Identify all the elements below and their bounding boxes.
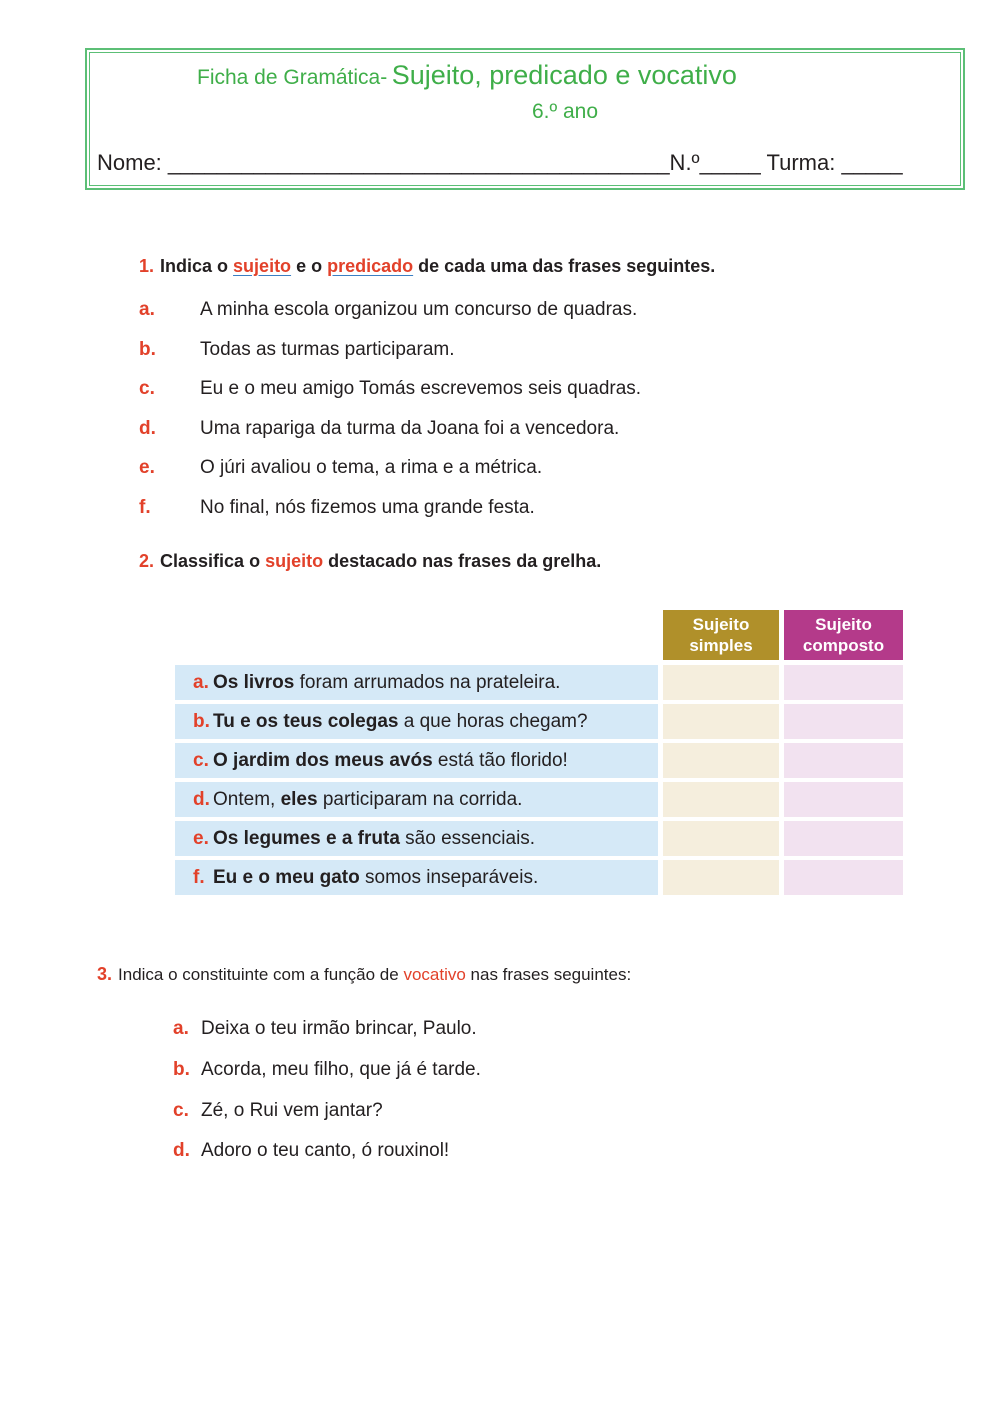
row-letter: b. <box>193 711 210 732</box>
row-post: está tão florido! <box>432 750 568 771</box>
row-post: são essenciais. <box>399 828 536 849</box>
title-main: Sujeito, predicado e vocativo <box>391 60 737 90</box>
item-text: Todas as turmas participaram. <box>200 339 455 360</box>
grade-label: 6.º ano <box>531 100 599 123</box>
item-letter: e. <box>139 457 155 478</box>
q1-title <box>139 256 715 277</box>
item-text: No final, nós fizemos uma grande festa. <box>200 497 535 518</box>
item-text: Adoro o teu canto, ó rouxinol! <box>201 1140 450 1161</box>
q1-number: 1. <box>139 256 155 276</box>
q2-title-a: Classifica o <box>160 551 261 571</box>
answer-cell-simple[interactable] <box>663 665 779 700</box>
item-letter: c. <box>139 378 155 399</box>
row-letter: a. <box>193 672 209 693</box>
row-subject: Tu e os teus colegas <box>213 711 399 732</box>
row-letter: d. <box>193 789 210 810</box>
name-number-class-line[interactable]: Nome: _________________________________________N.º_____ Turma: _____ <box>97 150 903 175</box>
item-text: Eu e o meu amigo Tomás escrevemos seis quadras. <box>200 378 642 399</box>
q3-title-b: nas frases seguintes: <box>470 965 632 984</box>
answer-cell-composite[interactable] <box>784 821 903 856</box>
item-text: Acorda, meu filho, que já é tarde. <box>201 1059 481 1080</box>
answer-cell-composite[interactable] <box>784 782 903 817</box>
item-letter: c. <box>173 1100 189 1121</box>
q3-number: 3. <box>97 964 113 984</box>
row-sentence <box>175 860 658 895</box>
row-subject: Eu e o meu gato <box>213 867 360 888</box>
row-post: somos inseparáveis. <box>359 867 539 888</box>
q1-term-sujeito: sujeito <box>233 256 292 276</box>
row-letter: e. <box>193 828 209 849</box>
q2-number: 2. <box>139 551 155 571</box>
row-letter: c. <box>193 750 209 771</box>
q2-title-b: destacado nas frases da grelha. <box>328 551 602 571</box>
row-post: a que horas chegam? <box>398 711 588 732</box>
answer-cell-simple[interactable] <box>663 743 779 778</box>
row-sentence <box>175 782 658 817</box>
q1-title-c: de cada uma das frases seguintes. <box>418 256 716 276</box>
q3-title <box>97 964 631 985</box>
item-letter: d. <box>139 418 156 439</box>
q1-term-predicado: predicado <box>327 256 414 276</box>
row-letter: f. <box>193 867 205 888</box>
item-letter: a. <box>173 1018 189 1039</box>
answer-cell-composite[interactable] <box>784 704 903 739</box>
item-letter: b. <box>139 339 156 360</box>
col-comp-line1: Sujeito <box>815 615 872 634</box>
answer-cell-simple[interactable] <box>663 704 779 739</box>
answer-cell-simple[interactable] <box>663 860 779 895</box>
col-simple-line2: simples <box>689 636 753 655</box>
title-prefix: Ficha de Gramática- <box>197 66 388 89</box>
item-text: Zé, o Rui vem jantar? <box>201 1100 383 1121</box>
row-post: foram arrumados na prateleira. <box>294 672 561 693</box>
row-sentence <box>175 704 658 739</box>
row-subject: eles <box>280 789 318 810</box>
q2-title <box>139 551 601 572</box>
row-subject: Os livros <box>213 672 295 693</box>
q1-title-a: Indica o <box>160 256 229 276</box>
header-box <box>85 48 965 190</box>
q2-term-sujeito: sujeito <box>265 551 324 571</box>
column-header-composite <box>784 610 903 660</box>
item-text: O júri avaliou o tema, a rima e a métrica. <box>200 457 543 478</box>
row-subject: Os legumes e a fruta <box>213 828 400 849</box>
q3-title-a: Indica o constituinte com a função de <box>118 965 399 984</box>
item-text: Uma rapariga da turma da Joana foi a vencedora. <box>200 418 620 439</box>
row-sentence <box>175 743 658 778</box>
answer-cell-composite[interactable] <box>784 665 903 700</box>
item-text: Deixa o teu irmão brincar, Paulo. <box>201 1018 477 1039</box>
item-letter: a. <box>139 299 155 320</box>
item-letter: d. <box>173 1140 190 1161</box>
row-subject: O jardim dos meus avós <box>213 750 433 771</box>
item-letter: b. <box>173 1059 190 1080</box>
row-sentence <box>175 821 658 856</box>
row-sentence <box>175 665 658 700</box>
q1-title-b: e o <box>296 256 323 276</box>
row-pre: Ontem, <box>213 789 281 810</box>
column-header-simple <box>663 610 779 660</box>
answer-cell-simple[interactable] <box>663 782 779 817</box>
worksheet-title <box>197 60 737 91</box>
answer-cell-composite[interactable] <box>784 743 903 778</box>
item-text: A minha escola organizou um concurso de quadras. <box>200 299 638 320</box>
item-letter: f. <box>139 497 151 518</box>
answer-cell-simple[interactable] <box>663 821 779 856</box>
col-comp-line2: composto <box>802 636 885 655</box>
row-post: participaram na corrida. <box>317 789 523 810</box>
q3-term-vocativo: vocativo <box>403 965 466 984</box>
answer-cell-composite[interactable] <box>784 860 903 895</box>
col-simple-line1: Sujeito <box>692 615 750 634</box>
